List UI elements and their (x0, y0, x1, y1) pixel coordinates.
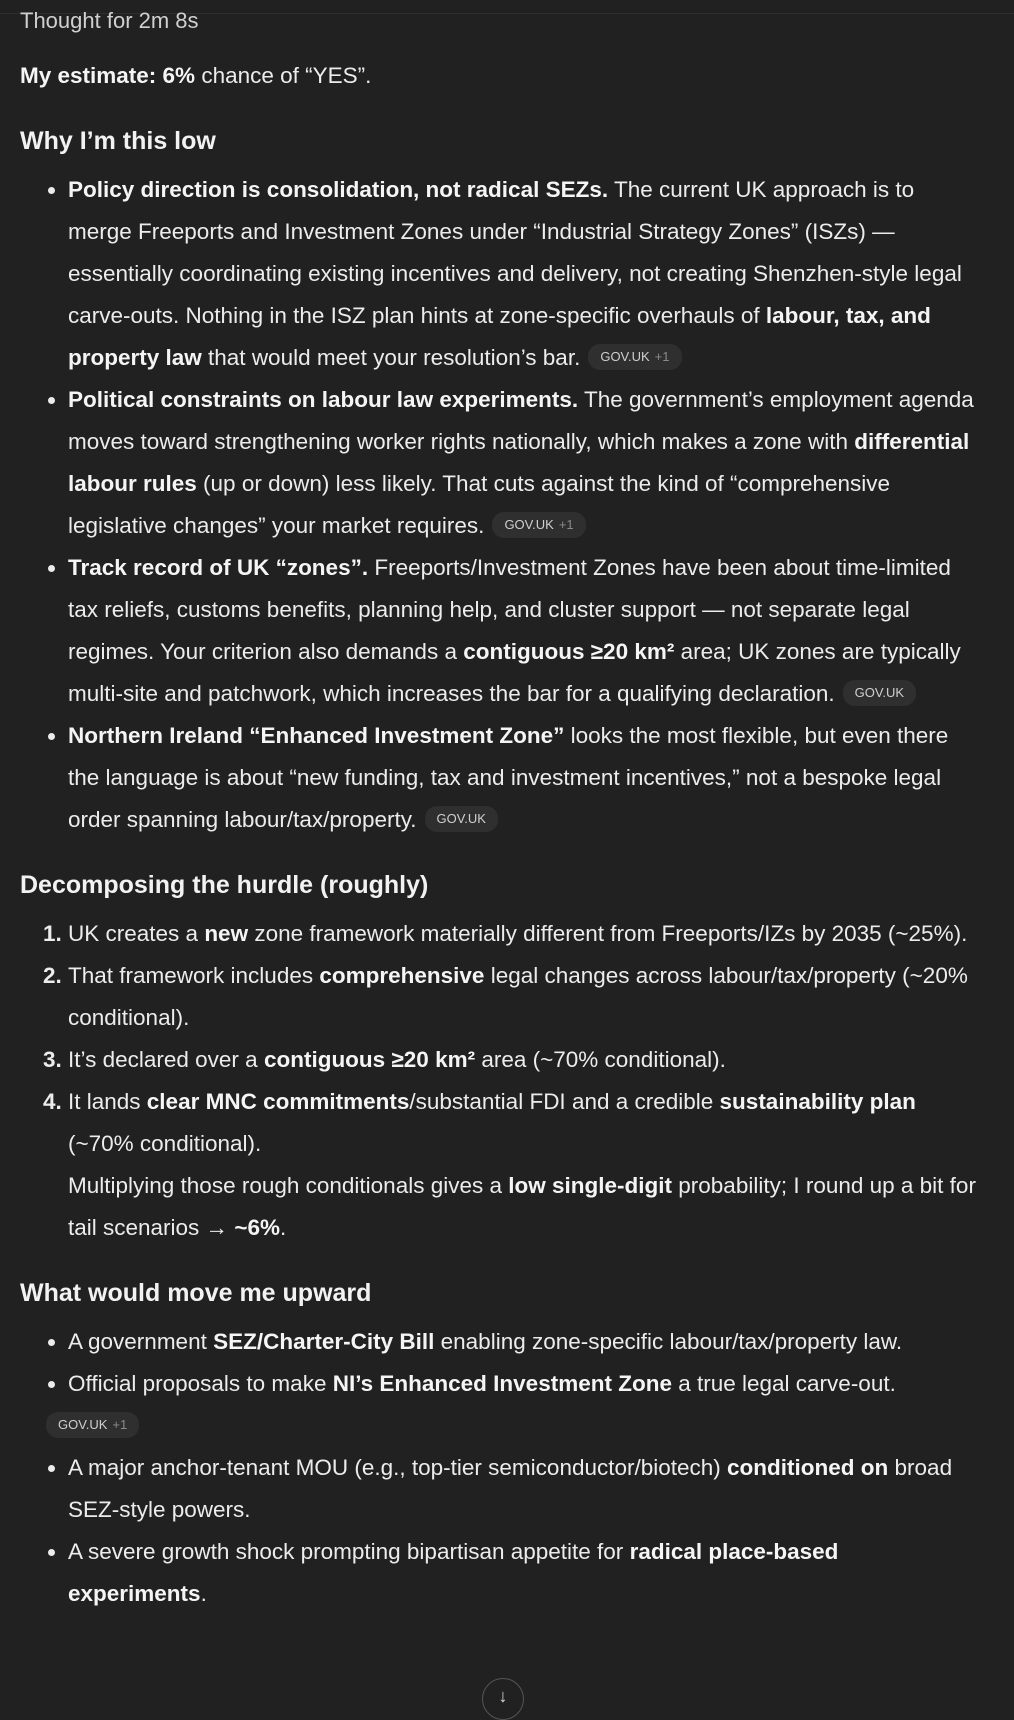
source-citation-badge[interactable] (46, 1412, 139, 1438)
scroll-down-button[interactable] (482, 1678, 524, 1720)
text: probability; I round up a bit for tail scenarios → (68, 1173, 976, 1240)
bold-text: Track record of UK “zones”. (68, 555, 369, 580)
text: looks the most flexible, but even there the language is about “new funding, tax and investment incentives,” not a bespoke legal order spanning labour/tax/property. (68, 723, 949, 832)
text: (up or down) less likely. That cuts against the kind of “comprehensive legislative changes” your market requires. (68, 471, 891, 538)
text: area (~70% conditional). (475, 1047, 726, 1072)
text: A severe growth shock prompting bipartisan appetite for (68, 1539, 630, 1564)
source-citation-badge[interactable] (843, 680, 916, 706)
bullet-list (20, 1321, 980, 1615)
text: That framework includes (68, 963, 320, 988)
text: legal changes across labour/tax/property (~20% conditional). (68, 963, 968, 1030)
source-citation-badge[interactable] (588, 344, 681, 370)
list-item (68, 1447, 980, 1531)
badge-count: +1 (558, 517, 574, 533)
bold-text: contiguous ≥20 km² (463, 639, 675, 664)
text: A government (68, 1329, 214, 1354)
text: area; UK zones are typically multi-site and patchwork, which increases the bar for a qualifying declaration. (68, 639, 961, 706)
bold-text: Northern Ireland “Enhanced Investment Zone” (68, 723, 565, 748)
bullet-list (20, 169, 980, 841)
text: a true legal carve-out. (671, 1371, 896, 1396)
bold-text: low single-digit (508, 1173, 673, 1198)
text: that would meet your resolution’s bar. (201, 345, 581, 370)
thought-duration-toggle[interactable]: Thought for 2m 8s (20, 8, 199, 33)
text: chance of “YES”. (195, 63, 372, 88)
text: broad SEZ-style powers. (68, 1455, 953, 1522)
section-heading: Decomposing the hurdle (roughly) (20, 871, 429, 899)
bold-text: ~6% (234, 1215, 280, 1240)
bold-text: clear MNC commitments (146, 1089, 410, 1114)
list-item (68, 955, 980, 1039)
text: UK creates a (68, 921, 205, 946)
text: enabling zone-specific labour/tax/property law. (434, 1329, 903, 1354)
bold-text: new (204, 921, 249, 946)
section-heading: Why I’m this low (20, 127, 216, 155)
bold-text: Political constraints on labour law experiments. (68, 387, 579, 412)
bold-text: labour, tax, and property law (68, 303, 931, 370)
badge-source: GOV.UK (58, 1417, 108, 1433)
list-item (68, 715, 980, 841)
list-item (68, 1531, 980, 1615)
list-item (58, 1363, 980, 1447)
summary-paragraph (68, 1165, 980, 1249)
bold-text: sustainability plan (719, 1089, 916, 1114)
estimate-line (20, 55, 980, 97)
badge-count: +1 (654, 349, 670, 365)
bold-text: comprehensive (319, 963, 485, 988)
text: zone framework materially different from Freeports/IZs by 2035 (~25%). (248, 921, 968, 946)
text: It’s declared over a (68, 1047, 264, 1072)
text: (~70% conditional). (68, 1131, 262, 1156)
bold-text: My estimate: 6% (20, 63, 196, 88)
list-item (68, 379, 980, 547)
text: /substantial FDI and a credible (409, 1089, 720, 1114)
text: It lands (68, 1089, 147, 1114)
bold-text: radical place-based experiments (68, 1539, 839, 1606)
numbered-list (20, 913, 980, 1249)
list-item (68, 1039, 980, 1081)
list-item (68, 913, 980, 955)
badge-source: GOV.UK (600, 349, 650, 365)
bold-text: NI’s Enhanced Investment Zone (332, 1371, 672, 1396)
list-item (68, 1081, 980, 1249)
source-citation-badge[interactable] (425, 806, 498, 832)
text: Multiplying those rough conditionals gives a (68, 1173, 509, 1198)
source-citation-badge[interactable] (492, 512, 585, 538)
badge-source: GOV.UK (504, 517, 554, 533)
bold-text: contiguous ≥20 km² (263, 1047, 476, 1072)
text: . (279, 1215, 287, 1240)
arrow-down-icon: ↓ (498, 1686, 508, 1706)
bold-text: conditioned on (727, 1455, 889, 1480)
assistant-message (20, 55, 980, 1615)
text: Freeports/Investment Zones have been about time-limited tax reliefs, customs benefits, planning help, and cluster support — not separate legal regimes. Your criterion also demands a (68, 555, 951, 664)
text: Official proposals to make (68, 1371, 333, 1396)
list-item (68, 169, 980, 379)
badge-source: GOV.UK (436, 811, 486, 827)
bold-text: Policy direction is consolidation, not radical SEZs. (68, 177, 609, 202)
text: A major anchor-tenant MOU (e.g., top-tier semiconductor/biotech) (68, 1455, 728, 1480)
text: . (200, 1581, 207, 1606)
text: The government’s employment agenda moves toward strengthening worker rights nationally, which makes a zone with (68, 387, 974, 454)
text: The current UK approach is to merge Freeports and Investment Zones under “Industrial Strategy Zones” (ISZs) — essentially coordinating existing incentives and delivery, not creating Shenzhen-style legal carve-outs. Nothing in the ISZ plan hints at zone-specific overhauls of (68, 177, 962, 328)
badge-count: +1 (112, 1417, 128, 1433)
list-item (68, 1321, 980, 1363)
bold-text: differential labour rules (68, 429, 970, 496)
badge-source: GOV.UK (854, 685, 905, 701)
list-item (68, 547, 980, 715)
section-heading: What would move me upward (20, 1279, 372, 1307)
bold-text: SEZ/Charter-City Bill (213, 1329, 435, 1354)
badge-row (38, 1405, 980, 1447)
